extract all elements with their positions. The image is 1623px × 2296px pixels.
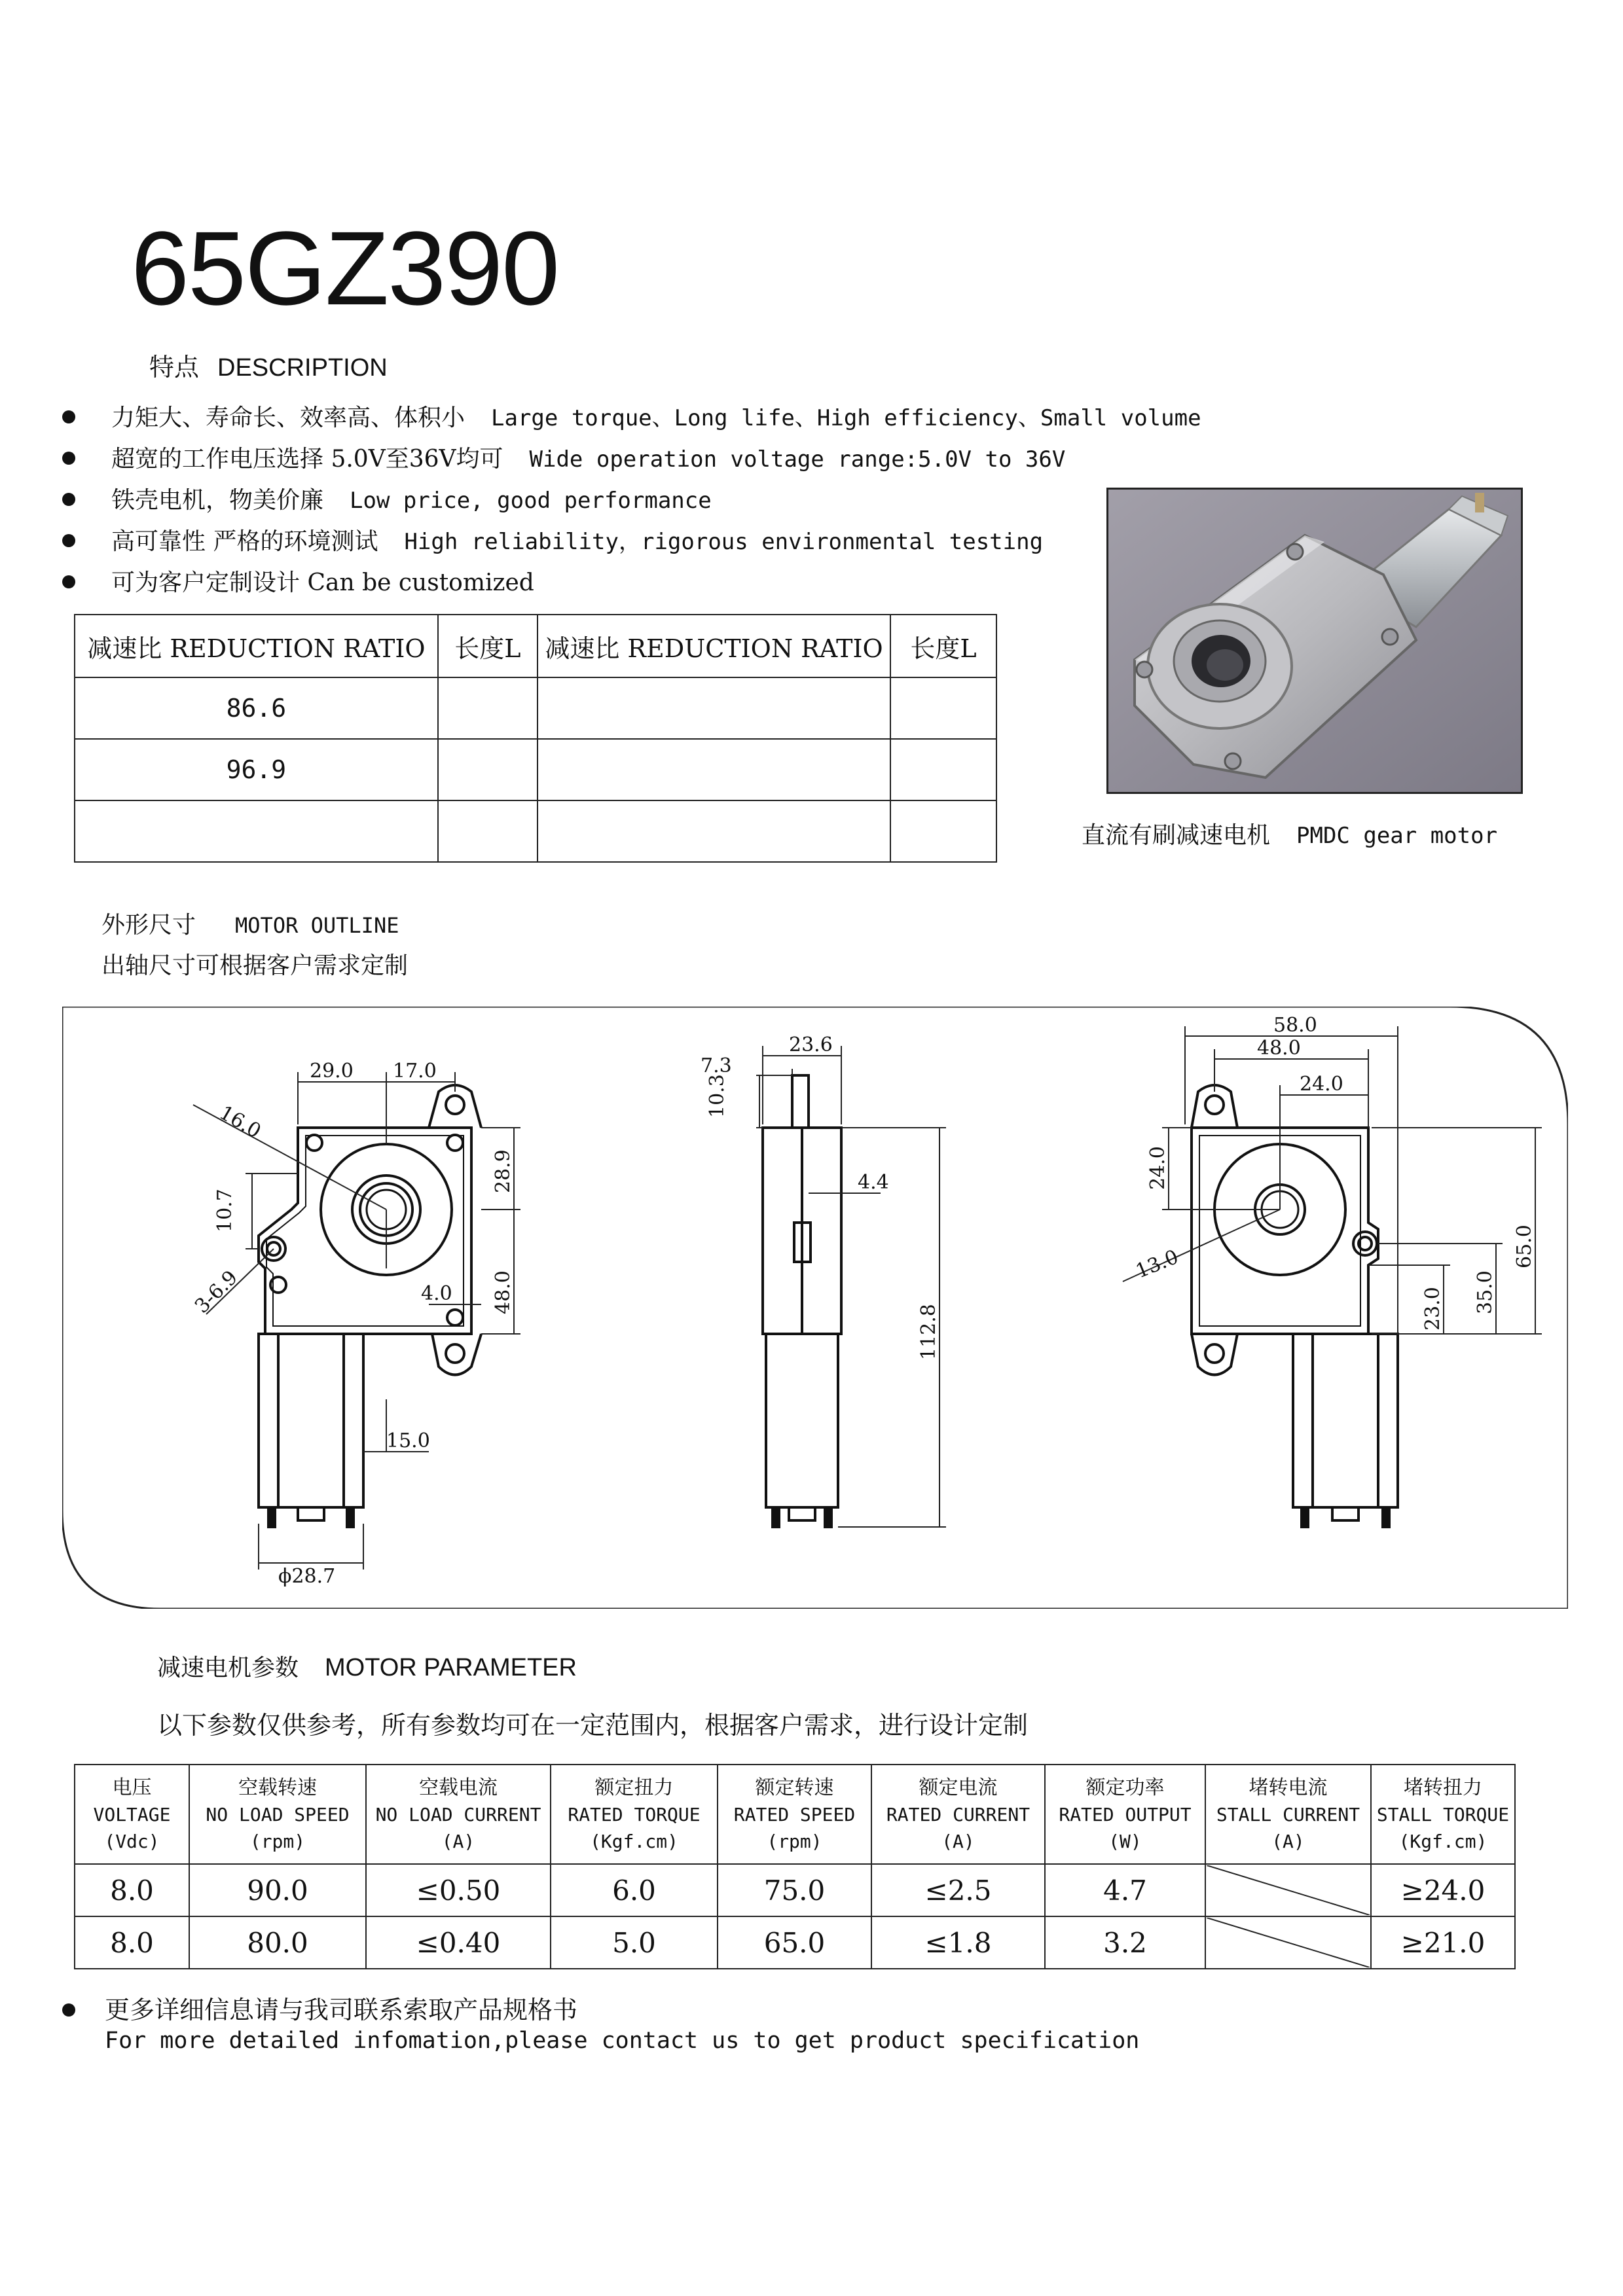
outline-note: 出轴尺寸可根据客户需求定制 [101, 952, 409, 979]
bullet-icon [62, 493, 75, 506]
header-voltage: 电压 VOLTAGE (Vdc) [75, 1765, 189, 1864]
table-row [75, 739, 996, 800]
cell-no-load-current: ≤0.40 [366, 1916, 551, 1969]
svg-text:13.0: 13.0 [1132, 1245, 1182, 1283]
cell-rated-torque: 5.0 [551, 1916, 718, 1969]
side-dimension-labels [701, 1033, 940, 1360]
feature-item: 高可靠性 严格的环境测试 High reliability，rigorous environmental testing [62, 523, 1043, 556]
bullet-icon [62, 575, 75, 588]
gear-motor-illustration [1108, 490, 1521, 792]
svg-text:112.8: 112.8 [917, 1304, 940, 1360]
cell-rated-output: 3.2 [1045, 1916, 1205, 1969]
header-rated-current: 额定电流 RATED CURRENT (A) [871, 1765, 1045, 1864]
cell-rated-torque: 6.0 [551, 1864, 718, 1916]
table-header-row [75, 1765, 1515, 1864]
cell-no-load-speed: 90.0 [189, 1864, 366, 1916]
reduction-ratio-table [74, 614, 997, 863]
footer-cn: 更多详细信息请与我司联系索取产品规格书 [62, 1990, 577, 2026]
length-cell [438, 800, 538, 862]
length-cell [890, 739, 996, 800]
motor-parameter-table [74, 1764, 1516, 1969]
cell-voltage: 8.0 [75, 1916, 189, 1969]
motor-outline-drawing [62, 1007, 1568, 1609]
cell-no-load-speed: 80.0 [189, 1916, 366, 1969]
bullet-icon [62, 452, 75, 465]
ratio-cell [538, 677, 890, 739]
length-cell [438, 677, 538, 739]
table-row [75, 1916, 1515, 1969]
feature-item: 超宽的工作电压选择 5.0V至36V均可 Wide operation voltage range:5.0V to 36V [62, 440, 1065, 474]
header-stall-current: 堵转电流 STALL CURRENT (A) [1205, 1765, 1371, 1864]
cell-rated-speed: 65.0 [718, 1916, 871, 1969]
svg-text:24.0: 24.0 [1146, 1146, 1169, 1190]
svg-text:35.0: 35.0 [1474, 1270, 1497, 1314]
ratio-header: 减速比 REDUCTION RATIO [75, 615, 438, 677]
svg-text:28.9: 28.9 [492, 1149, 515, 1193]
svg-text:4.0: 4.0 [421, 1282, 452, 1305]
svg-text:58.0: 58.0 [1273, 1014, 1317, 1037]
ratio-header: 减速比 REDUCTION RATIO [538, 615, 890, 677]
svg-text:17.0: 17.0 [393, 1060, 437, 1083]
table-row [75, 1864, 1515, 1916]
description-en: DESCRIPTION [217, 354, 388, 382]
ratio-cell: 86.6 [75, 677, 438, 739]
cell-rated-current: ≤2.5 [871, 1864, 1045, 1916]
photo-caption: 直流有刷减速电机 PMDC gear motor [1082, 822, 1498, 849]
header-no-load-speed: 空载转速 NO LOAD SPEED (rpm) [189, 1765, 366, 1864]
outline-heading: 外形尺寸 MOTOR OUTLINE [101, 912, 399, 939]
cell-voltage: 8.0 [75, 1864, 189, 1916]
parameter-note: 以下参数仅供参考，所有参数均可在一定范围内，根据客户需求，进行设计定制 [157, 1711, 1029, 1740]
svg-text:23.6: 23.6 [789, 1033, 833, 1056]
cell-stall-torque: ≥24.0 [1371, 1864, 1515, 1916]
svg-text:16.0: 16.0 [215, 1101, 265, 1143]
svg-text:29.0: 29.0 [310, 1060, 354, 1083]
svg-text:ϕ28.7: ϕ28.7 [278, 1565, 336, 1588]
svg-text:7.3: 7.3 [701, 1054, 732, 1077]
svg-text:4.4: 4.4 [858, 1171, 889, 1194]
diagonal-line [1207, 1865, 1370, 1915]
cell-rated-current: ≤1.8 [871, 1916, 1045, 1969]
length-cell [438, 739, 538, 800]
header-rated-output: 额定功率 RATED OUTPUT (W) [1045, 1765, 1205, 1864]
cell-rated-speed: 75.0 [718, 1864, 871, 1916]
ratio-cell: 96.9 [75, 739, 438, 800]
ratio-cell [75, 800, 438, 862]
svg-text:24.0: 24.0 [1300, 1073, 1343, 1096]
ratio-cell [538, 800, 890, 862]
length-cell [890, 800, 996, 862]
cell-no-load-current: ≤0.50 [366, 1864, 551, 1916]
description-cn: 特点 [149, 354, 200, 382]
feature-item: 铁壳电机，物美价廉 Low price, good performance [62, 482, 712, 515]
bullet-icon [62, 534, 75, 547]
length-header: 长度L [438, 615, 538, 677]
bullet-icon [62, 410, 75, 423]
diagonal-line [1207, 1918, 1370, 1967]
svg-text:23.0: 23.0 [1421, 1287, 1444, 1331]
feature-item: 力矩大、寿命长、效率高、体积小 Large torque、Long life、High efficiency、Small volume [62, 399, 1201, 433]
cell-stall-current-empty [1205, 1916, 1371, 1969]
svg-text:48.0: 48.0 [492, 1270, 515, 1314]
length-cell [890, 677, 996, 739]
svg-text:15.0: 15.0 [386, 1429, 430, 1452]
product-title: 65GZ390 [131, 209, 559, 327]
rear-view [1192, 1085, 1398, 1527]
header-rated-speed: 额定转速 RATED SPEED (rpm) [718, 1765, 871, 1864]
parameter-heading: 减速电机参数 MOTOR PARAMETER [157, 1654, 577, 1681]
svg-text:10.7: 10.7 [213, 1189, 236, 1232]
table-row [75, 800, 996, 862]
bullet-icon [62, 2003, 75, 2017]
footer-en: For more detailed infomation,please contact us to get product specification [105, 2028, 1140, 2054]
header-rated-torque: 额定扭力 RATED TORQUE (Kgf.cm) [551, 1765, 718, 1864]
ratio-cell [538, 739, 890, 800]
svg-text:3-6.9: 3-6.9 [190, 1266, 243, 1318]
svg-text:65.0: 65.0 [1513, 1225, 1536, 1268]
side-view [763, 1075, 841, 1527]
length-header: 长度L [890, 615, 996, 677]
front-view [259, 1085, 481, 1527]
cell-rated-output: 4.7 [1045, 1864, 1205, 1916]
svg-text:48.0: 48.0 [1257, 1037, 1301, 1060]
product-photo [1106, 488, 1523, 794]
feature-item: 可为客户定制设计 Can be customized [62, 564, 534, 598]
header-stall-torque: 堵转扭力 STALL TORQUE (Kgf.cm) [1371, 1765, 1515, 1864]
description-heading [149, 347, 388, 383]
cell-stall-current-empty [1205, 1864, 1371, 1916]
table-row [75, 677, 996, 739]
header-no-load-current: 空载电流 NO LOAD CURRENT (A) [366, 1765, 551, 1864]
svg-text:10.3: 10.3 [706, 1074, 729, 1118]
cell-stall-torque: ≥21.0 [1371, 1916, 1515, 1969]
